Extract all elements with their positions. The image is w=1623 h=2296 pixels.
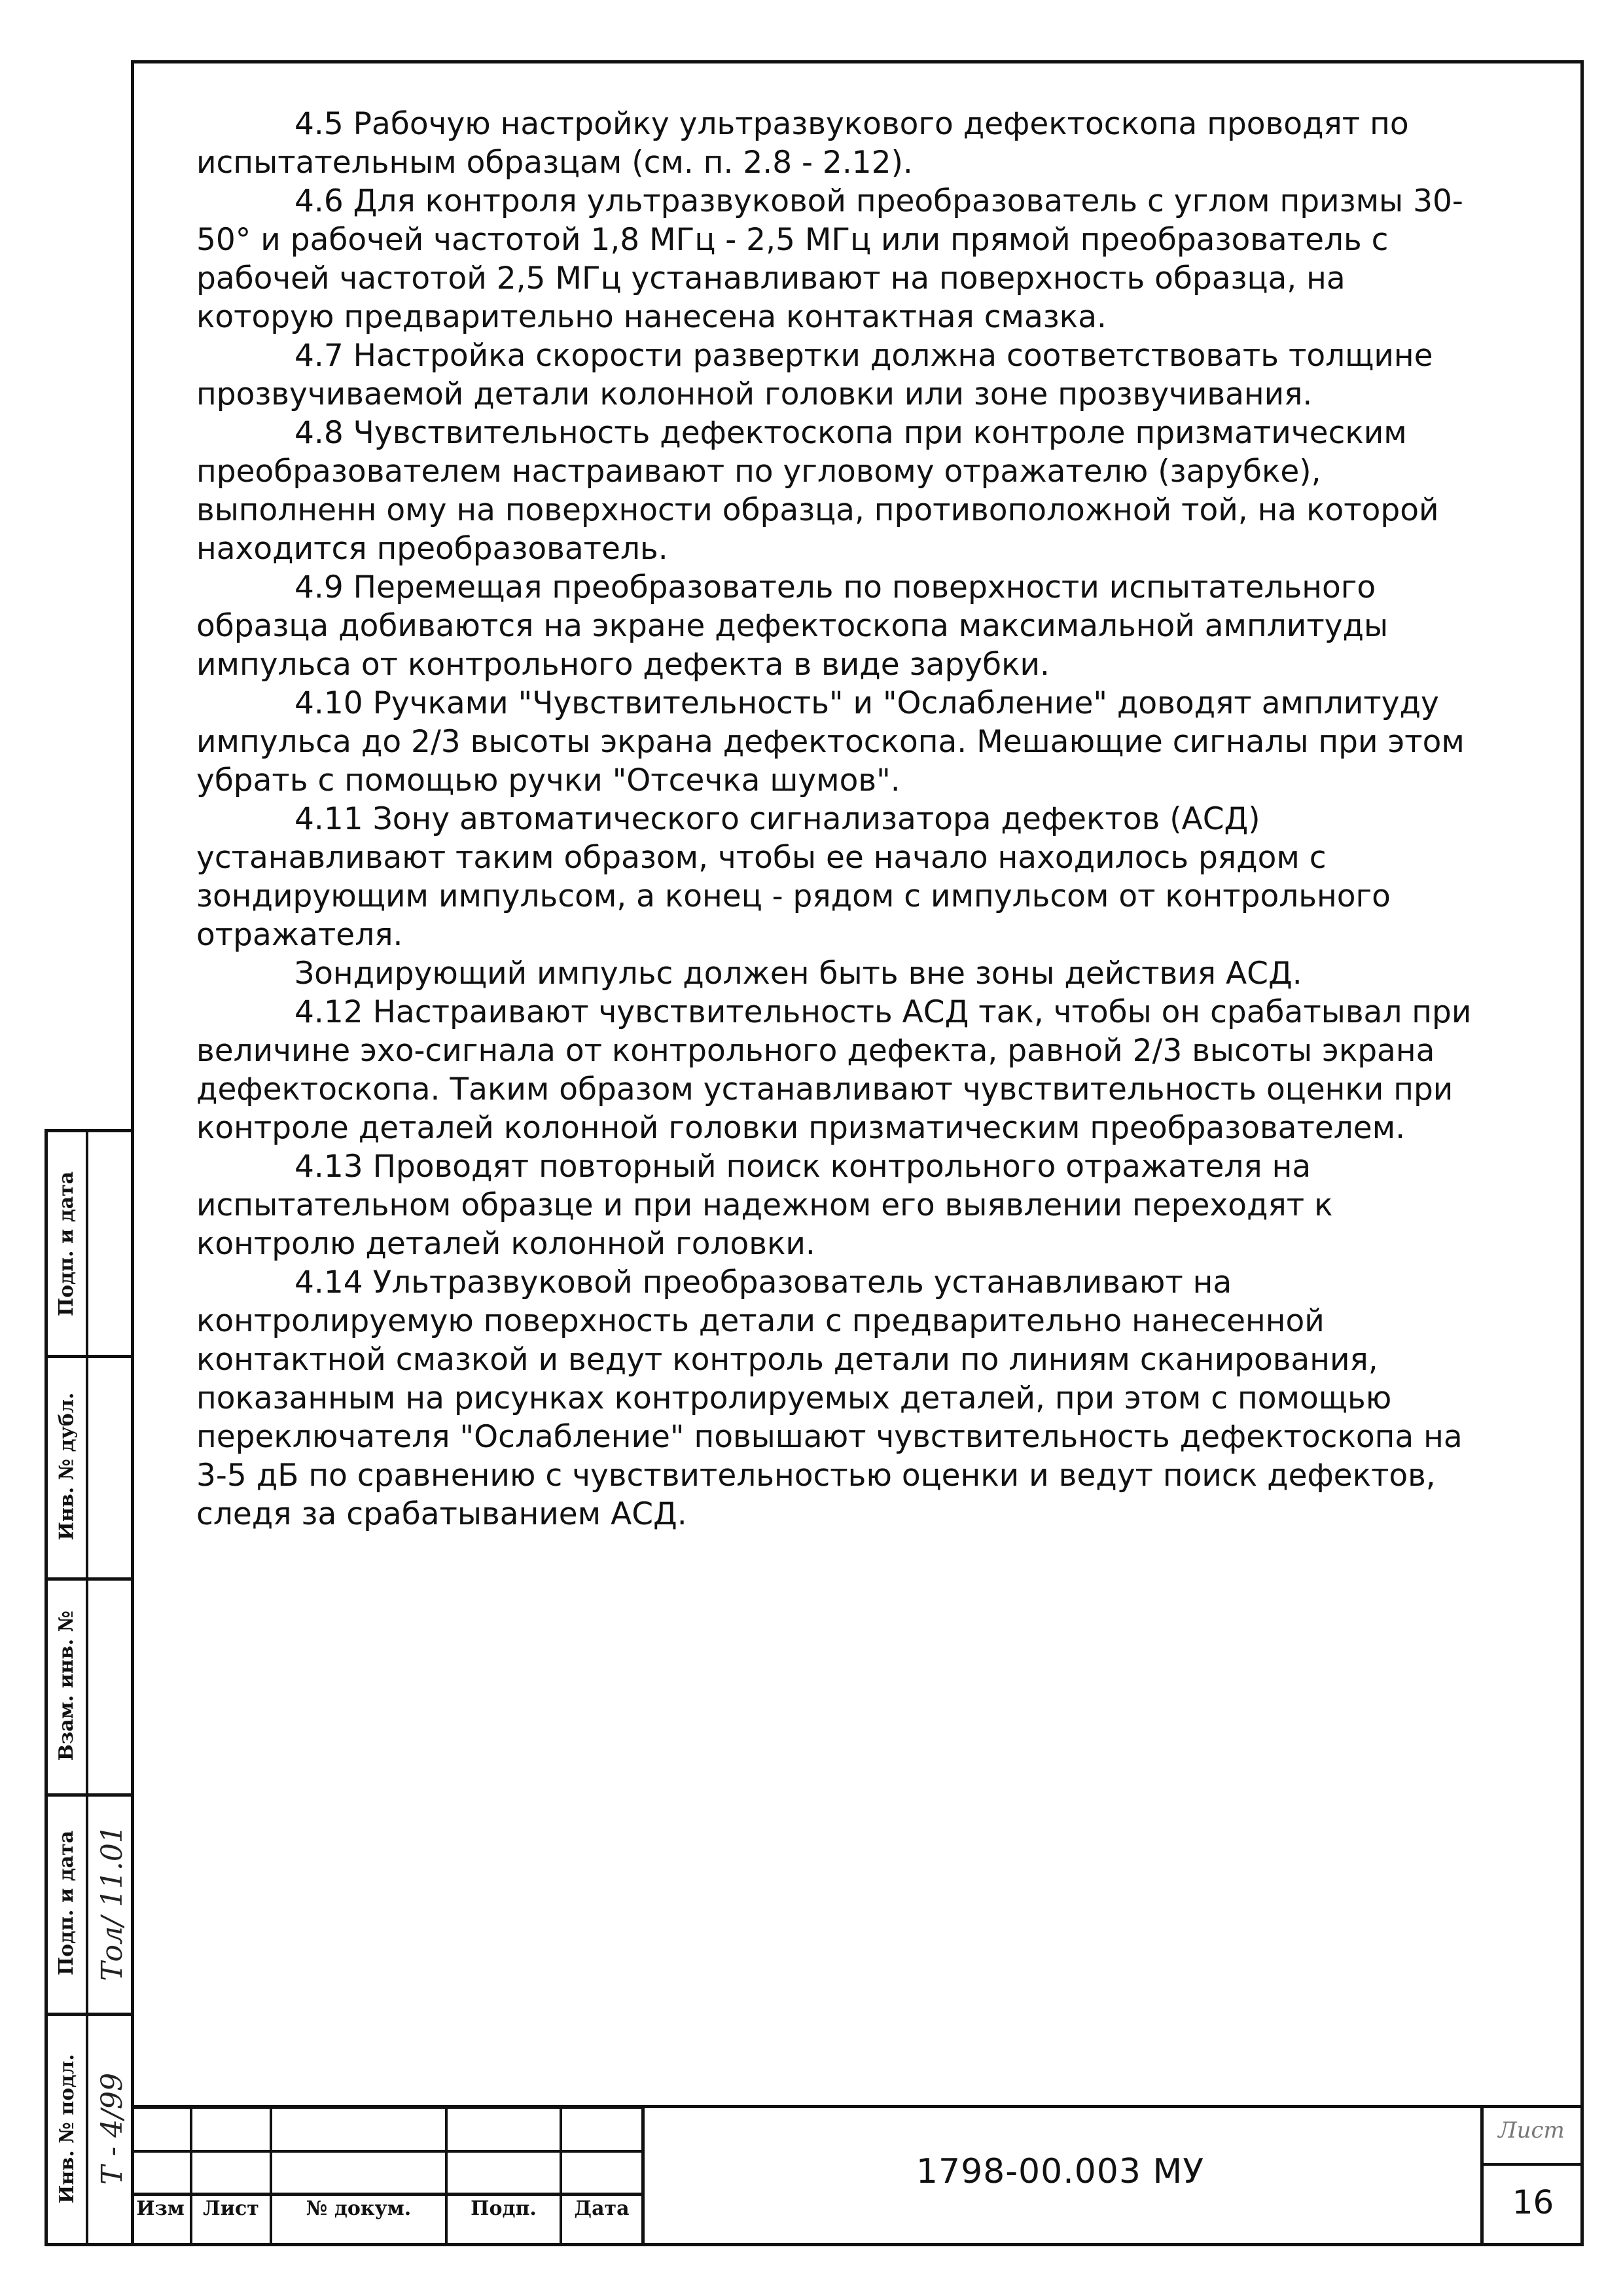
document-body xyxy=(196,105,1472,2016)
title-block-line xyxy=(1480,2163,1584,2166)
strip-label-sign-date-1: Подп. и дата xyxy=(55,1171,79,1316)
paragraph: 4.8 Чувствительность дефектоскопа при контроле призматическим преобразователем настраивают по угловому отражателю (зарубке), выполненн ому на поверхности образца, противоположной той, на которой находится преобразователь. xyxy=(196,415,1439,567)
title-block-vline xyxy=(270,2106,272,2245)
col-header-change: Изм xyxy=(136,2197,185,2220)
col-header-doc-number: № докум. xyxy=(306,2197,412,2220)
title-block-vline xyxy=(445,2106,448,2245)
document-number: 1798-00.003 МУ xyxy=(916,2152,1205,2191)
title-block-vline xyxy=(1480,2106,1484,2245)
paragraph: 4.10 Ручками "Чувствительность" и "Ослабление" доводят амплитуду импульса до 2/3 высоты экрана дефектоскопа. Мешающие сигналы при этом убрать с помощью ручки "Отсечка шумов". xyxy=(196,685,1465,798)
strip-label-replace-inv: Взам. инв. № xyxy=(55,1610,79,1761)
col-header-sheet: Лист xyxy=(203,2197,259,2220)
paragraph: 4.13 Проводят повторный поиск контрольного отражателя на испытательном образце и при надежном его выявлении переходят к контролю деталей колонной головки. xyxy=(196,1149,1333,1262)
paragraph: 4.14 Ультразвуковой преобразователь устанавливают на контролируемую поверхность детали с предварительно нанесенной контактной смазкой и ведут контроль детали по линиям сканирования, показанным на рисунках контролируемых деталей, при этом с помощью переключателя "Ослабление" повышают чувствительность дефектоскопа на 3-5 дБ по сравнению с чувствительностью оценки и ведут поиск дефектов, следя за срабатыванием АСД. xyxy=(196,1265,1463,1532)
sheet-number: 16 xyxy=(1512,2183,1554,2221)
col-header-signature: Подп. xyxy=(471,2197,537,2220)
title-block-line xyxy=(131,2150,645,2153)
title-block-vline xyxy=(190,2106,192,2245)
paragraph: 4.6 Для контроля ультразвуковой преобразователь с углом призмы 30-50° и рабочей частотой 1,8 МГц - 2,5 МГц или прямой преобразователь с рабочей частотой 2,5 МГц устанавливают на поверхность образца, на которую предварительно нанесена контактная смазка. xyxy=(196,183,1463,335)
handwritten-inventory: Т - 4/99 xyxy=(95,2073,129,2185)
title-block-vline xyxy=(560,2106,562,2245)
margin-strip xyxy=(45,1129,134,2246)
strip-label-sign-date-2: Подп. и дата xyxy=(55,1830,79,1976)
handwritten-signature: Тол/ 11.01 xyxy=(95,1825,129,1981)
sheet-label: Лист xyxy=(1498,2117,1565,2144)
paragraph: 4.5 Рабочую настройку ультразвукового дефектоскопа проводят по испытательным образцам (см. п. 2.8 - 2.12). xyxy=(196,106,1409,181)
strip-label-dup-inv: Инв. № дубл. xyxy=(55,1392,79,1540)
paragraph: Зондирующий импульс должен быть вне зоны действия АСД. xyxy=(294,956,1302,992)
paragraph: 4.9 Перемещая преобразователь по поверхности испытательного образца добиваются на экране дефектоскопа максимальной амплитуды импульса от контрольного дефекта в виде зарубки. xyxy=(196,569,1389,683)
paragraph: 4.12 Настраивают чувствительность АСД так, чтобы он срабатывал при величине эхо-сигнала от контрольного дефекта, равной 2/3 высоты экрана дефектоскопа. Таким образом устанавливают чувствительность оценки при контроле деталей колонной головки призматическим преобразователем. xyxy=(196,994,1472,1146)
col-header-date: Дата xyxy=(574,2197,630,2220)
strip-label-orig-inv: Инв. № подл. xyxy=(55,2054,79,2204)
paragraph: 4.11 Зону автоматического сигнализатора дефектов (АСД) устанавливают таким образом, чтобы ее начало находилось рядом с зондирующим импульсом, а конец - рядом с импульсом от контрольного отражателя. xyxy=(196,801,1391,953)
paragraph: 4.7 Настройка скорости развертки должна соответствовать толщине прозвучиваемой детали колонной головки или зоне прозвучивания. xyxy=(196,338,1433,412)
